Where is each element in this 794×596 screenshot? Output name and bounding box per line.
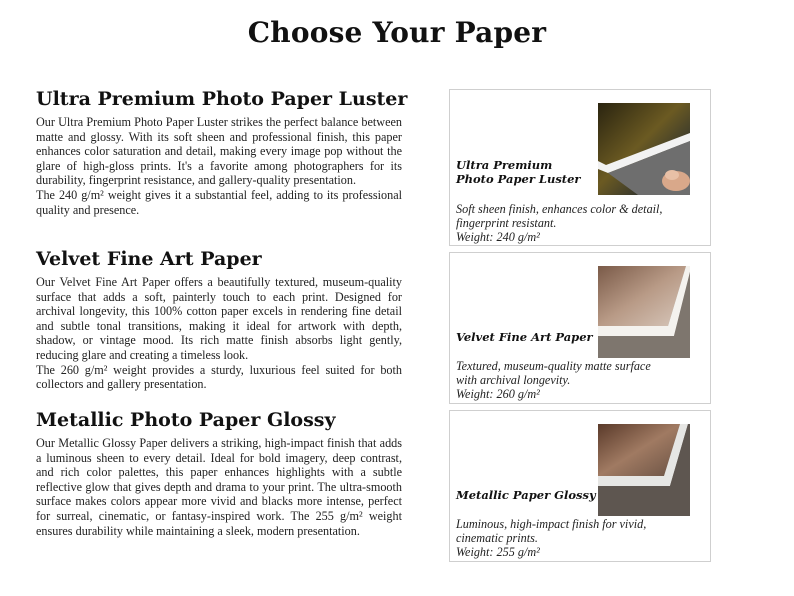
card-name bbox=[456, 158, 596, 186]
section-metallic bbox=[36, 409, 402, 538]
section-heading: Metallic Photo Paper Glossy bbox=[36, 409, 336, 431]
card-weight: Weight: 255 g/m² bbox=[456, 545, 540, 560]
card-name bbox=[456, 488, 596, 502]
card-name-line: Ultra Premium bbox=[456, 158, 553, 172]
section-heading: Velvet Fine Art Paper bbox=[36, 248, 262, 270]
card-desc-line: Luminous, high-impact finish for vivid, bbox=[456, 517, 647, 531]
card-desc-line: with archival longevity. bbox=[456, 373, 571, 388]
section-heading: Ultra Premium Photo Paper Luster bbox=[36, 88, 408, 110]
luster-paper-sample-image bbox=[598, 103, 690, 195]
section-weight-note: The 260 g/m² weight provides a sturdy, luxurious feel suited for both collectors and gallery presentation. bbox=[36, 362, 402, 392]
section-body-text: Our Metallic Glossy Paper delivers a striking, high-impact finish that adds a luminous sheen to every detail. Ideal for bold imagery, deep contrast, and rich color palettes, this paper enhances highlights with a subtle reflective glow that gives depth and drama to your print. The ultra-smooth surface makes colors appear more vivid and blacks more intense, perfect for surreal, cinematic, or fantasy-inspired work. The 255 g/m² weight ensures durability while maintaining a sleek, modern presentation. bbox=[36, 436, 402, 538]
card-name-line: Velvet Fine Art Paper bbox=[456, 330, 593, 344]
section-weight-note: The 240 g/m² weight gives it a substantial feel, adding to its professional quality and presence. bbox=[36, 187, 402, 217]
section-velvet bbox=[36, 248, 402, 392]
section-luster bbox=[36, 88, 408, 217]
section-body-text: Our Velvet Fine Art Paper offers a beautifully textured, museum-quality surface that adds a soft, painterly touch to each print. Designed for archival longevity, this 100% cotton paper excels in rendering fine detail and subtle tonal transitions, making it ideal for artwork with depth, shadow, or vintage mood. Its rich matte finish absorbs light gently, reducing glare and creating a timeless look. bbox=[36, 275, 402, 362]
section-body-text: Our Ultra Premium Photo Paper Luster strikes the perfect balance between matte and glossy. With its soft sheen and professional finish, this paper enhances color saturation and detail, making every image pop without the glare of high-gloss prints. It's a favorite among photographers for its durability, fingerprint resistance, and gallery-quality presentation. bbox=[36, 115, 402, 188]
card-desc-line: cinematic prints. bbox=[456, 531, 538, 546]
card-name-line: Photo Paper Luster bbox=[456, 172, 581, 186]
card-weight: Weight: 260 g/m² bbox=[456, 387, 540, 402]
card-desc-line: Soft sheen finish, enhances color & detail, bbox=[456, 202, 663, 216]
paper-card-luster bbox=[449, 89, 711, 246]
card-description bbox=[456, 202, 706, 245]
velvet-paper-sample-image bbox=[598, 266, 690, 358]
paper-card-velvet bbox=[449, 252, 711, 404]
card-name bbox=[456, 330, 596, 344]
section-body bbox=[36, 436, 402, 538]
metallic-paper-sample-image bbox=[598, 424, 690, 516]
paper-card-metallic bbox=[449, 410, 711, 562]
card-weight: Weight: 240 g/m² bbox=[456, 230, 540, 245]
card-description bbox=[456, 359, 706, 402]
section-body bbox=[36, 275, 402, 392]
card-desc-line: fingerprint resistant. bbox=[456, 216, 557, 231]
card-desc-line: Textured, museum-quality matte surface bbox=[456, 359, 651, 373]
page-title: Choose Your Paper bbox=[247, 16, 547, 49]
card-name-line: Metallic Paper Glossy bbox=[456, 488, 596, 502]
section-body bbox=[36, 115, 402, 217]
card-description bbox=[456, 517, 706, 560]
